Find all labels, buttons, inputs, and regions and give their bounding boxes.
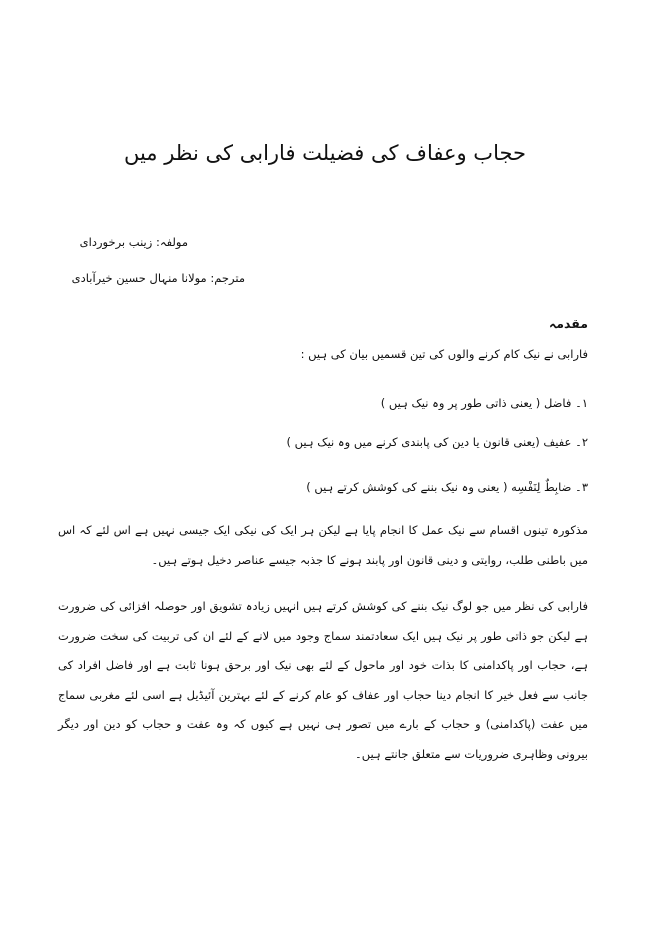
list-item: ٣۔ ضابِطٌ لِنَفْسِه ( یعنی وہ نیک بننے کی کوشش کرتے ہیں )	[306, 480, 588, 494]
list-item: ١۔ فاضل ( یعنی ذاتی طور پر وہ نیک ہیں )	[380, 396, 588, 410]
body-paragraph: مذکورہ تینوں اقسام سے نیک عمل کا انجام پایا ہے لیکن ہر ایک کی نیکی ایک جیسی نہیں ہے اس لئے کہ اس میں باطنی طلب، روایتی و دینی قانون اور پابند ہونے کا جذبہ جیسے عناصر دخیل ہوتے ہیں۔	[58, 523, 588, 567]
intro-sentence: فارابی نے نیک کام کرنے والوں کی تین قسمیں بیان کی ہیں :	[300, 347, 588, 361]
document-title: حجاب وعفاف کی فضیلت فارابی کی نظر میں	[123, 141, 527, 165]
section-heading: مقدمہ	[548, 316, 588, 331]
translator-line: مترجم: مولانا منہال حسین خیرآبادی	[71, 271, 245, 285]
list-item: ٢۔ عفیف (یعنی قانون یا دین کی پابندی کرنے میں وہ نیک ہیں )	[286, 435, 588, 449]
body-paragraph: فارابی کی نظر میں جو لوگ نیک بننے کی کوشش کرتے ہیں انہیں زیادہ تشویق اور حوصلہ افزائی کی ضرورت ہے لیکن جو ذاتی طور پر نیک ہیں ایک سعادتمند سماج وجود میں لانے کے لئے ان کی تربیت کی سخت ضرورت ہے، حجاب اور پاکدامنی کا بذات خود اور ماحول کے لئے بھی نیک اور برحق ہونا ثابت ہے اور فاضل افراد کی جانب سے فعل خیر کا انجام دینا حجاب اور عفاف کو عام کرنے کے لئے بہترین آئیڈیل ہے اسی لئے مغربی سماج میں عفت (پاکدامنی) و حجاب کے بارے میں تصور ہی نہیں ہے کیوں کہ وہ عفت و حجاب کو دین اور دیگر بیرونی وظاہری ضروریات سے متعلق جانتے ہیں۔	[58, 599, 588, 761]
author-line: مولفہ: زینب برخوردای	[79, 235, 188, 249]
